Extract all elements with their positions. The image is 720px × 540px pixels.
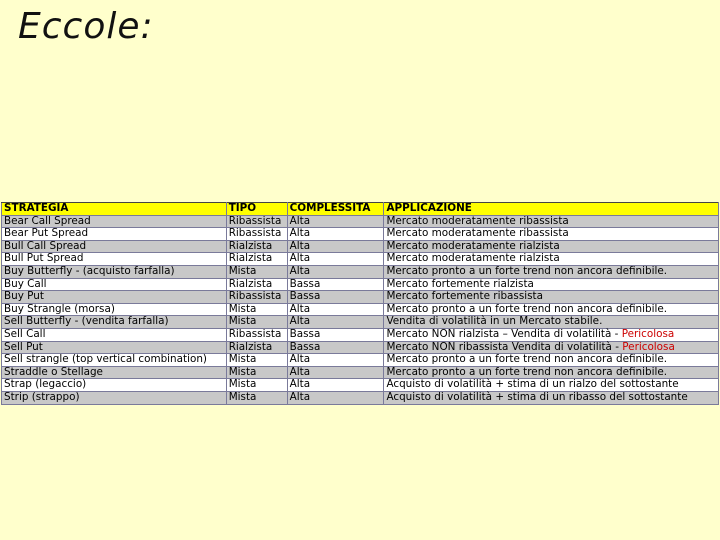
cell-applicazione (384, 354, 719, 367)
cell-applicazione-text: Mercato moderatamente rialzista (386, 252, 560, 265)
cell-tipo-text: Mista (228, 353, 257, 366)
cell-applicazione (384, 303, 719, 316)
cell-applicazione-text: Mercato fortemente rialzista (386, 277, 534, 290)
cell-complessita-text: Alta (289, 214, 311, 227)
cell-tipo (226, 366, 287, 379)
cell-tipo (226, 379, 287, 392)
header-applicazione: APPLICAZIONE (384, 203, 719, 216)
cell-complessita (287, 354, 384, 367)
cell-strategia-text: Sell strangle (top vertical combination) (4, 353, 207, 366)
cell-tipo-text: Mista (228, 302, 257, 315)
cell-applicazione-text: Mercato pronto a un forte trend non ancora definibile. (386, 353, 668, 366)
table-row (2, 265, 719, 278)
cell-tipo-text: Ribassista (228, 290, 282, 303)
cell-strategia-text: Buy Strangle (morsa) (4, 302, 115, 315)
table-row (2, 303, 719, 316)
cell-complessita-text: Bassa (289, 340, 321, 353)
table-row (2, 366, 719, 379)
cell-tipo-text: Ribassista (228, 327, 282, 340)
table-row (2, 379, 719, 392)
table-row (2, 215, 719, 228)
cell-tipo (226, 328, 287, 341)
cell-tipo-text: Mista (228, 264, 257, 277)
cell-applicazione (384, 291, 719, 304)
table-row (2, 240, 719, 253)
cell-strategia (2, 253, 227, 266)
cell-strategia (2, 228, 227, 241)
cell-complessita-text: Alta (289, 252, 311, 265)
cell-strategia-text: Bull Put Spread (4, 252, 84, 265)
table-header-row (2, 203, 719, 216)
cell-tipo (226, 265, 287, 278)
cell-complessita-text: Bassa (289, 327, 321, 340)
cell-strategia-text: Sell Butterfly - (vendita farfalla) (4, 315, 169, 328)
cell-complessita-text: Bassa (289, 277, 321, 290)
cell-applicazione (384, 341, 719, 354)
header-complessita: COMPLESSITA (287, 203, 384, 216)
cell-strategia (2, 328, 227, 341)
cell-strategia (2, 303, 227, 316)
cell-applicazione-text: Mercato moderatamente rialzista (386, 239, 560, 252)
cell-tipo-text: Ribassista (228, 214, 282, 227)
cell-strategia (2, 354, 227, 367)
header-tipo: TIPO (226, 203, 287, 216)
cell-complessita-text: Alta (289, 378, 311, 391)
cell-complessita-text: Bassa (289, 290, 321, 303)
cell-tipo (226, 391, 287, 404)
cell-applicazione (384, 379, 719, 392)
cell-complessita (287, 379, 384, 392)
table-body (2, 215, 719, 404)
cell-applicazione (384, 278, 719, 291)
cell-applicazione-text: Acquisto di volatilità + stima di un rialzo del sottostante (386, 378, 679, 391)
cell-applicazione (384, 228, 719, 241)
warning-label: Pericolosa (621, 327, 675, 340)
cell-applicazione (384, 215, 719, 228)
cell-strategia-text: Bear Call Spread (4, 214, 91, 227)
cell-strategia (2, 366, 227, 379)
cell-complessita-text: Alta (289, 264, 311, 277)
cell-complessita (287, 253, 384, 266)
cell-strategia-text: Buy Call (4, 277, 47, 290)
cell-complessita (287, 240, 384, 253)
table-row (2, 228, 719, 241)
cell-tipo (226, 354, 287, 367)
strategy-table (1, 202, 719, 405)
cell-strategia-text: Straddle o Stellage (4, 365, 103, 378)
slide-title: Eccole: (18, 6, 154, 47)
cell-applicazione (384, 328, 719, 341)
cell-tipo (226, 215, 287, 228)
cell-strategia (2, 379, 227, 392)
cell-tipo-text: Ribassista (228, 227, 282, 240)
cell-applicazione-text: Vendita di volatilità in un Mercato stabile. (386, 315, 603, 328)
cell-tipo-text: Rialzista (228, 277, 273, 290)
cell-strategia-text: Sell Put (4, 340, 43, 353)
cell-strategia (2, 391, 227, 404)
cell-strategia (2, 341, 227, 354)
cell-applicazione-text: Mercato pronto a un forte trend non ancora definibile. (386, 302, 668, 315)
cell-applicazione-text: Mercato pronto a un forte trend non ancora definibile. (386, 365, 668, 378)
cell-complessita-text: Alta (289, 390, 311, 403)
cell-applicazione-text: Mercato NON rialzista – Vendita di volatilità - (386, 327, 622, 340)
cell-applicazione (384, 240, 719, 253)
cell-complessita (287, 265, 384, 278)
cell-complessita-text: Alta (289, 239, 311, 252)
cell-strategia (2, 265, 227, 278)
cell-complessita (287, 228, 384, 241)
cell-applicazione-text: Mercato fortemente ribassista (386, 290, 543, 303)
cell-applicazione-text: Mercato moderatamente ribassista (386, 227, 569, 240)
cell-tipo (226, 291, 287, 304)
cell-strategia (2, 215, 227, 228)
warning-label: Pericolosa (622, 340, 675, 353)
cell-applicazione (384, 316, 719, 329)
cell-strategia (2, 291, 227, 304)
cell-complessita (287, 278, 384, 291)
cell-complessita-text: Alta (289, 302, 311, 315)
header-strategia: STRATEGIA (2, 203, 227, 216)
cell-strategia-text: Bull Call Spread (4, 239, 87, 252)
cell-strategia-text: Sell Call (4, 327, 46, 340)
cell-tipo-text: Mista (228, 365, 257, 378)
cell-complessita (287, 328, 384, 341)
table-row (2, 316, 719, 329)
cell-tipo-text: Mista (228, 390, 257, 403)
cell-tipo (226, 278, 287, 291)
cell-tipo-text: Mista (228, 378, 257, 391)
cell-applicazione-text: Acquisto di volatilità + stima di un ribasso del sottostante (386, 390, 688, 403)
cell-strategia-text: Strap (legaccio) (4, 378, 87, 391)
cell-complessita (287, 391, 384, 404)
cell-strategia-text: Bear Put Spread (4, 227, 89, 240)
cell-applicazione-text: Mercato moderatamente ribassista (386, 214, 569, 227)
cell-tipo (226, 228, 287, 241)
table-row (2, 354, 719, 367)
cell-applicazione (384, 265, 719, 278)
cell-tipo (226, 303, 287, 316)
cell-tipo-text: Mista (228, 315, 257, 328)
cell-complessita (287, 366, 384, 379)
cell-tipo (226, 240, 287, 253)
cell-tipo-text: Rialzista (228, 340, 273, 353)
cell-strategia-text: Buy Put (4, 290, 44, 303)
cell-tipo (226, 316, 287, 329)
cell-tipo-text: Rialzista (228, 252, 273, 265)
table-row (2, 291, 719, 304)
cell-applicazione-text: Mercato pronto a un forte trend non ancora definibile. (386, 264, 668, 277)
table-row (2, 328, 719, 341)
cell-strategia-text: Buy Butterfly - (acquisto farfalla) (4, 264, 175, 277)
cell-strategia (2, 240, 227, 253)
cell-applicazione (384, 366, 719, 379)
cell-applicazione (384, 391, 719, 404)
cell-complessita-text: Alta (289, 227, 311, 240)
cell-complessita (287, 215, 384, 228)
cell-complessita (287, 303, 384, 316)
cell-complessita-text: Alta (289, 315, 311, 328)
cell-complessita (287, 291, 384, 304)
cell-applicazione-text: Mercato NON ribassista Vendita di volatilità - (386, 340, 623, 353)
table-row (2, 391, 719, 404)
cell-tipo-text: Rialzista (228, 239, 273, 252)
cell-complessita (287, 341, 384, 354)
cell-complessita (287, 316, 384, 329)
cell-strategia (2, 278, 227, 291)
table-row (2, 278, 719, 291)
cell-tipo (226, 253, 287, 266)
cell-applicazione (384, 253, 719, 266)
table-row (2, 341, 719, 354)
cell-tipo (226, 341, 287, 354)
table-row (2, 253, 719, 266)
cell-strategia (2, 316, 227, 329)
cell-complessita-text: Alta (289, 353, 311, 366)
cell-complessita-text: Alta (289, 365, 311, 378)
cell-strategia-text: Strip (strappo) (4, 390, 80, 403)
